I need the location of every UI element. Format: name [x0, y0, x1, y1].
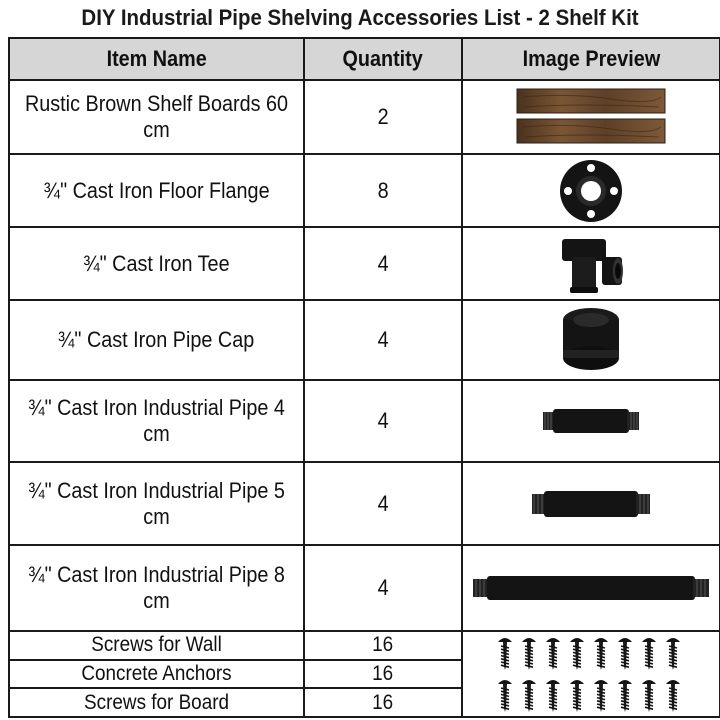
screw-icon: [498, 680, 512, 712]
pipe-8cm-icon: [462, 545, 720, 631]
item-name: ¾" Cast Iron Pipe Cap: [9, 300, 304, 380]
screw-icon: [546, 680, 560, 712]
table-row: [9, 80, 720, 154]
pipe-cap-icon: [462, 300, 720, 380]
screw-icon: [594, 638, 608, 670]
item-name: Concrete Anchors: [9, 660, 304, 689]
screw-icon: [618, 680, 632, 712]
item-quantity: 16: [304, 660, 462, 689]
page-title: DIY Industrial Pipe Shelving Accessories List - 2 Shelf Kit: [81, 5, 639, 30]
item-quantity: 16: [304, 631, 462, 660]
item-quantity: 4: [304, 300, 462, 380]
item-quantity: 8: [304, 154, 462, 227]
table-header-row: [9, 38, 720, 80]
screw-icon: [546, 638, 560, 670]
screw-icon: [594, 680, 608, 712]
item-name: ¾" Cast Iron Floor Flange: [9, 154, 304, 227]
table-row: [9, 631, 720, 660]
item-quantity: 16: [304, 688, 462, 717]
pipe-tee-icon: [462, 227, 720, 300]
screw-icon: [642, 638, 656, 670]
item-name: ¾" Cast Iron Industrial Pipe 4 cm: [9, 380, 304, 462]
item-quantity: 4: [304, 380, 462, 462]
item-quantity: 4: [304, 545, 462, 631]
screw-icon: [522, 638, 536, 670]
screw-icon: [666, 680, 680, 712]
item-quantity: 2: [304, 80, 462, 154]
floor-flange-icon: [462, 154, 720, 227]
item-name: ¾" Cast Iron Industrial Pipe 5 cm: [9, 462, 304, 545]
table-row: [9, 154, 720, 227]
item-name: ¾" Cast Iron Tee: [9, 227, 304, 300]
item-name: Screws for Wall: [9, 631, 304, 660]
shelf-boards-icon: [462, 80, 720, 154]
header-image-preview: Image Preview: [462, 38, 720, 80]
table-row: [9, 227, 720, 300]
screws-icon: [462, 631, 720, 717]
table-row: [9, 462, 720, 545]
pipe-4cm-icon: [462, 380, 720, 462]
screw-icon: [570, 638, 584, 670]
item-quantity: 4: [304, 462, 462, 545]
pipe-5cm-icon: [462, 462, 720, 545]
header-quantity: Quantity: [304, 38, 462, 80]
screw-icon: [618, 638, 632, 670]
header-item-name: Item Name: [9, 38, 304, 80]
screw-icon: [642, 680, 656, 712]
item-name: ¾" Cast Iron Industrial Pipe 8 cm: [9, 545, 304, 631]
screw-icon: [666, 638, 680, 670]
table-row: [9, 380, 720, 462]
table-row: [9, 545, 720, 631]
item-name: Screws for Board: [9, 688, 304, 717]
item-name: Rustic Brown Shelf Boards 60 cm: [9, 80, 304, 154]
table-row: [9, 300, 720, 380]
screw-icon: [498, 638, 512, 670]
item-quantity: 4: [304, 227, 462, 300]
screw-icon: [570, 680, 584, 712]
accessories-table: [8, 37, 720, 718]
screw-icon: [522, 680, 536, 712]
